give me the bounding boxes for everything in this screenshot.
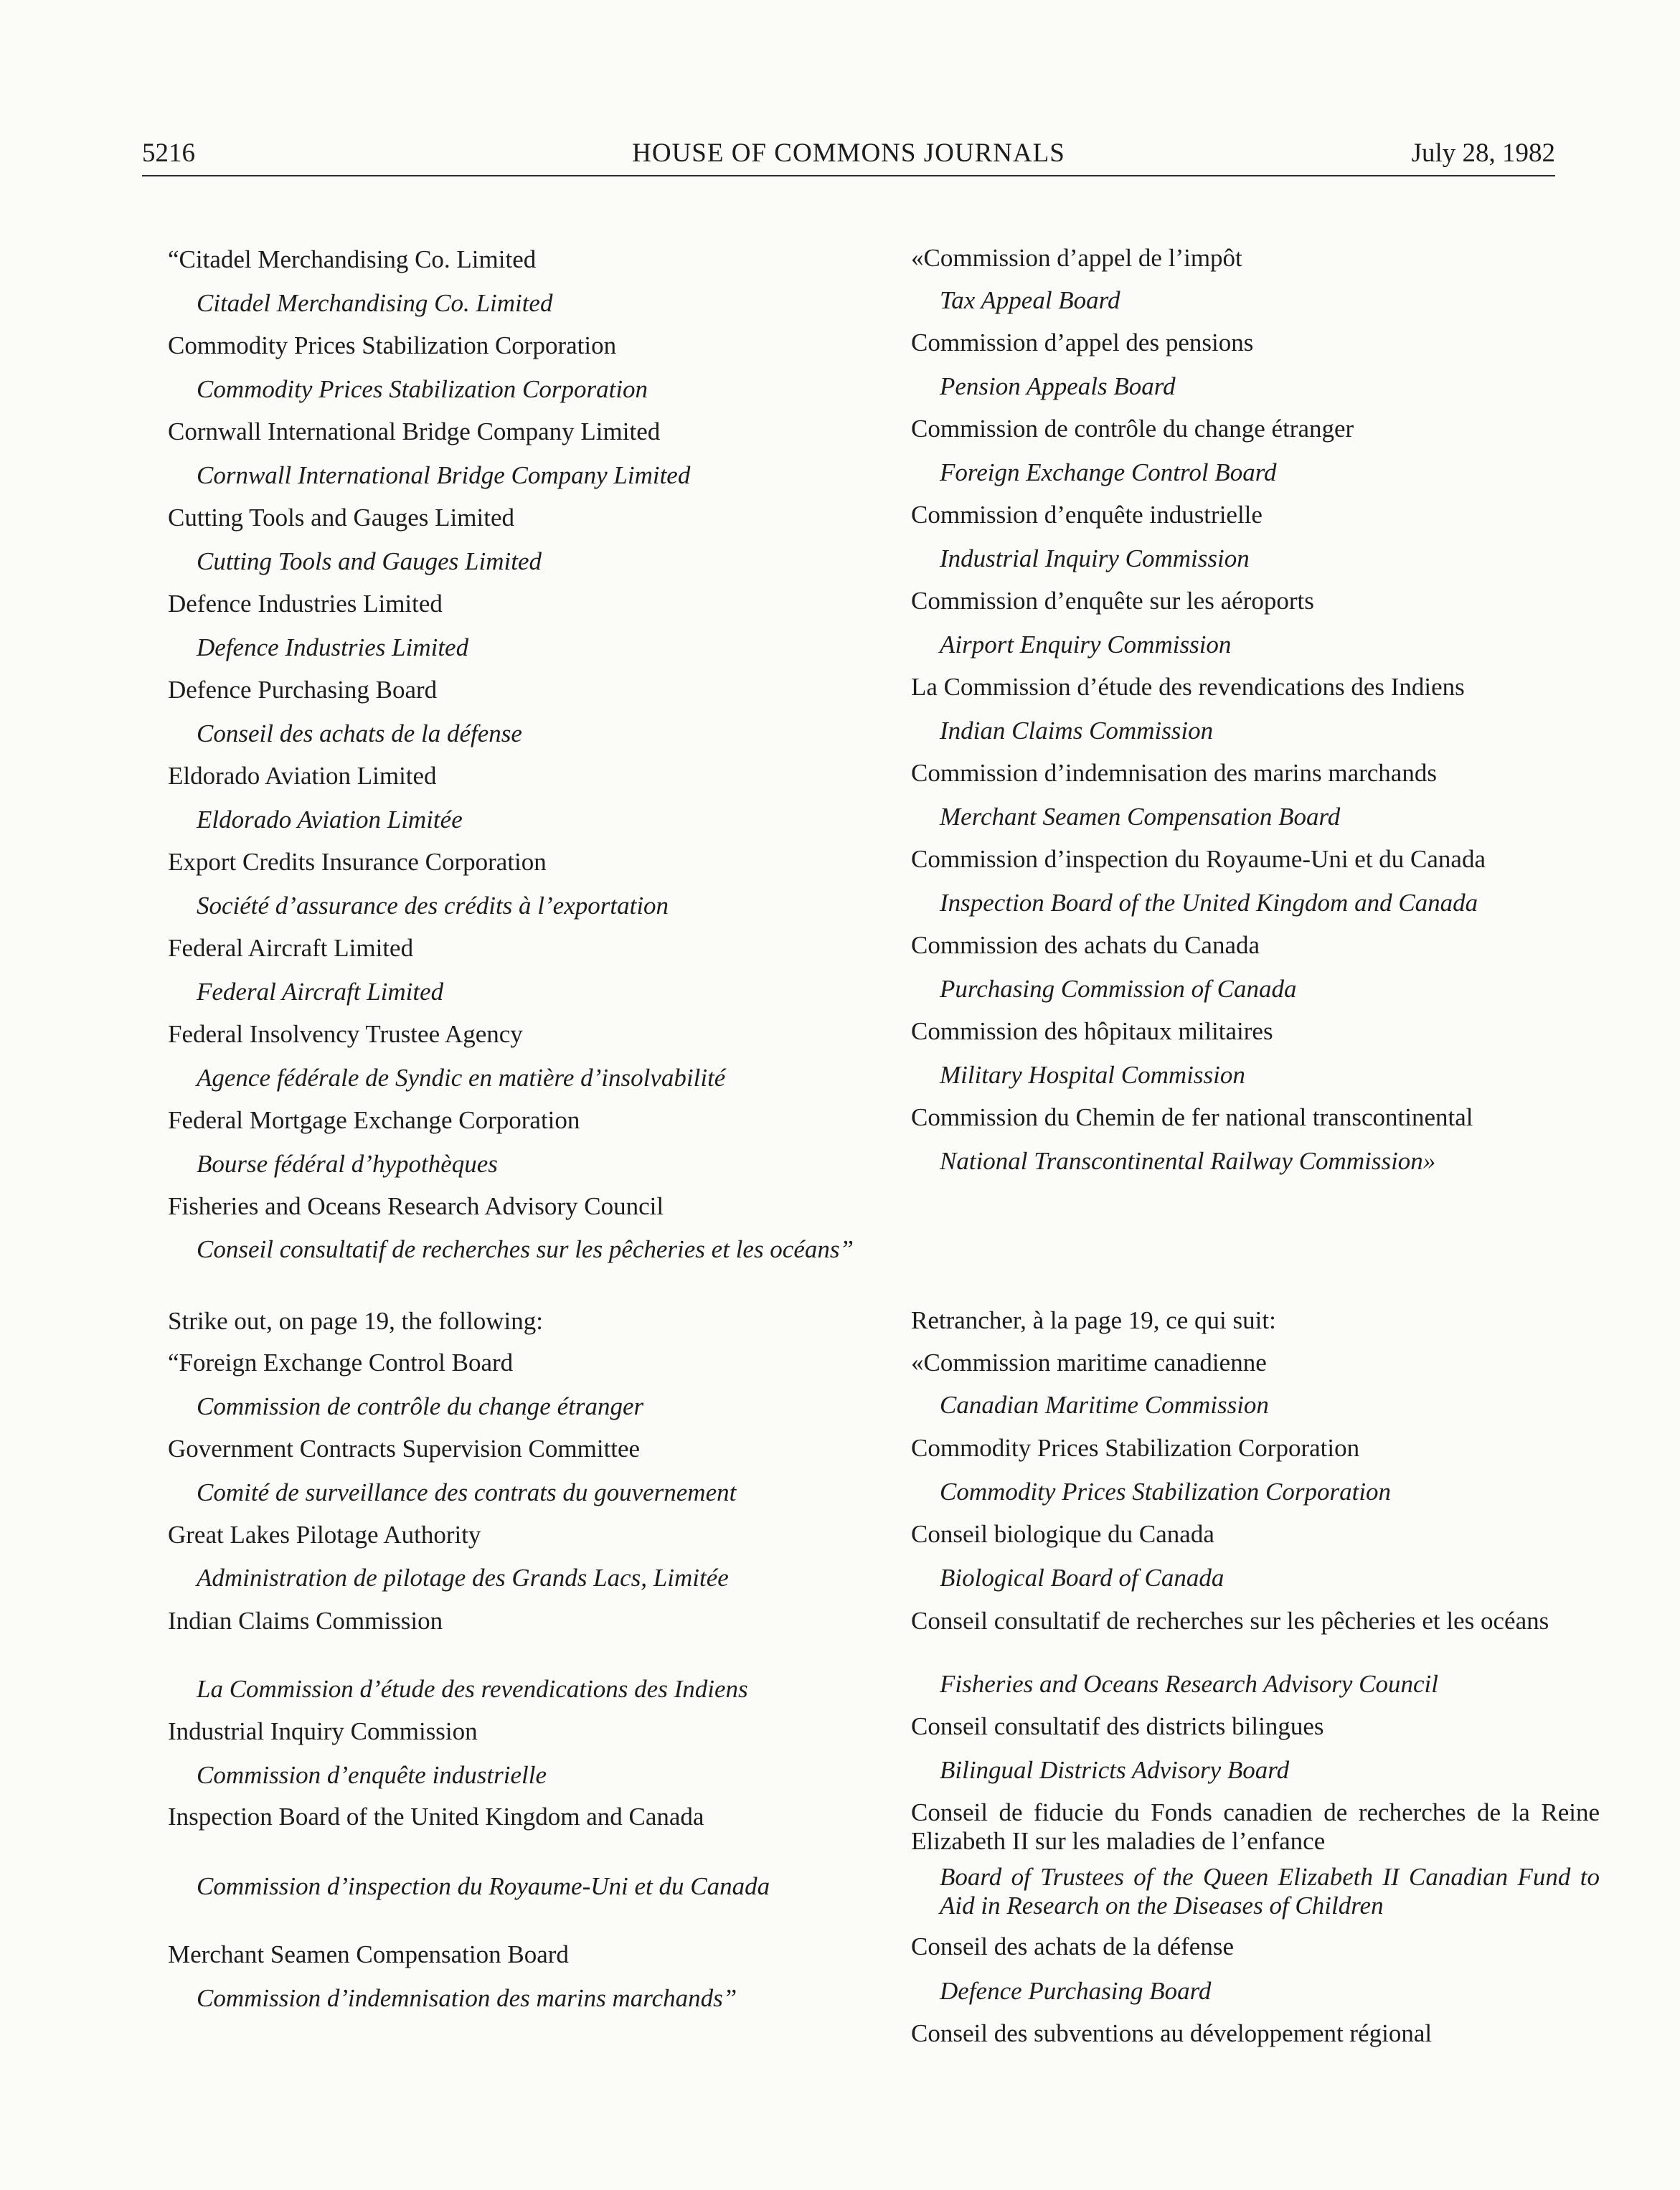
translated-entry: Fisheries and Oceans Research Advisory Council	[940, 1670, 1439, 1698]
translated-entry: Merchant Seamen Compensation Board	[940, 803, 1341, 831]
translated-entry: Biological Board of Canada	[940, 1564, 1224, 1592]
entry-name: Commission des hôpitaux militaires	[911, 1017, 1273, 1045]
translated-entry: Conseil consultatif de recherches sur les pêcheries et les océans”	[197, 1235, 854, 1263]
entry-name: Indian Claims Commission	[168, 1607, 443, 1635]
entry-name: Commission d’appel des pensions	[911, 329, 1254, 357]
entry-name: Commission d’indemnisation des marins marchands	[911, 759, 1437, 787]
translated-entry: Commission d’enquête industrielle	[197, 1761, 547, 1789]
entry-name: Defence Industries Limited	[168, 590, 443, 618]
entry-name: Commission du Chemin de fer national transcontinental	[911, 1103, 1473, 1131]
entry-name: Defence Purchasing Board	[168, 676, 438, 704]
entry-name: Great Lakes Pilotage Authority	[168, 1521, 481, 1549]
translated-entry: Foreign Exchange Control Board	[940, 458, 1277, 486]
translated-entry: Cutting Tools and Gauges Limited	[197, 547, 542, 575]
entry-name: Strike out, on page 19, the following:	[168, 1307, 543, 1335]
translated-entry: Commission d’inspection du Royaume-Uni et du Canada	[197, 1872, 770, 1900]
entry-name: Commodity Prices Stabilization Corporation	[911, 1434, 1360, 1462]
entry-name: La Commission d’étude des revendications des Indiens	[911, 673, 1465, 701]
translated-entry: Airport Enquiry Commission	[940, 631, 1232, 659]
translated-entry: Citadel Merchandising Co. Limited	[197, 289, 553, 317]
entry-name: Commission d’enquête industrielle	[911, 501, 1263, 529]
entry-name: Cutting Tools and Gauges Limited	[168, 504, 514, 532]
entry-name: Federal Insolvency Trustee Agency	[168, 1020, 523, 1048]
journal-date: July 28, 1982	[1411, 138, 1555, 168]
entry-name: Commission d’inspection du Royaume-Uni et du Canada	[911, 845, 1486, 873]
translated-entry: Commodity Prices Stabilization Corporation	[197, 375, 648, 403]
entry-name: “Citadel Merchandising Co. Limited	[168, 245, 537, 273]
translated-entry: Commodity Prices Stabilization Corporation	[940, 1478, 1392, 1506]
entry-name: «Commission maritime canadienne	[911, 1349, 1267, 1377]
entry-name: Retrancher, à la page 19, ce qui suit:	[911, 1306, 1276, 1334]
translated-entry: Comité de surveillance des contrats du gouvernement	[197, 1478, 737, 1506]
entry-name: Cornwall International Bridge Company Limited	[168, 417, 661, 445]
translated-entry: Pension Appeals Board	[940, 372, 1176, 400]
translated-entry: Industrial Inquiry Commission	[940, 544, 1250, 572]
translated-entry: Indian Claims Commission	[940, 717, 1214, 745]
translated-entry: Inspection Board of the United Kingdom and Canada	[940, 889, 1478, 917]
entry-name: Conseil consultatif de recherches sur les pêcheries et les océans	[911, 1607, 1549, 1635]
page-number: 5216	[142, 138, 195, 168]
translated-entry: La Commission d’étude des revendications des Indiens	[197, 1675, 748, 1703]
translated-entry: Eldorado Aviation Limitée	[197, 806, 463, 834]
translated-entry: Cornwall International Bridge Company Limited	[197, 461, 691, 489]
entry-name: Commission de contrôle du change étranger	[911, 415, 1354, 443]
translated-entry: National Transcontinental Railway Commission»	[940, 1147, 1436, 1175]
entry-name: Inspection Board of the United Kingdom and Canada	[168, 1803, 704, 1831]
translated-entry: Tax Appeal Board	[940, 286, 1120, 314]
entry-name: Industrial Inquiry Commission	[168, 1717, 478, 1745]
entry-name: Conseil des subventions au développement régional	[911, 2019, 1433, 2047]
entry-name: Federal Aircraft Limited	[168, 934, 414, 962]
translated-entry: Société d’assurance des crédits à l’exportation	[197, 892, 669, 920]
entry-name: Conseil biologique du Canada	[911, 1520, 1214, 1548]
entry-name: Fisheries and Oceans Research Advisory Council	[168, 1192, 664, 1220]
translated-entry: Defence Industries Limited	[197, 633, 469, 661]
entry-name: Conseil de fiducie du Fonds canadien de recherches de la Reine Elizabeth II sur les maladies de l’enfance	[911, 1798, 1600, 1855]
entry-name: Eldorado Aviation Limited	[168, 762, 437, 790]
translated-entry: Bilingual Districts Advisory Board	[940, 1756, 1290, 1784]
entry-name: Federal Mortgage Exchange Corporation	[168, 1106, 580, 1134]
entry-name: Conseil consultatif des districts bilingues	[911, 1712, 1324, 1740]
translated-entry: Administration de pilotage des Grands Lacs, Limitée	[197, 1564, 729, 1592]
entry-name: Commodity Prices Stabilization Corporation	[168, 331, 617, 359]
translated-entry: Defence Purchasing Board	[940, 1977, 1212, 2005]
journal-title: HOUSE OF COMMONS JOURNALS	[632, 138, 1065, 168]
translated-entry: Canadian Maritime Commission	[940, 1391, 1269, 1419]
translated-entry: Agence fédérale de Syndic en matière d’insolvabilité	[197, 1064, 726, 1092]
translated-entry: Federal Aircraft Limited	[197, 978, 444, 1006]
translated-entry: Commission de contrôle du change étranger	[197, 1392, 644, 1420]
translated-entry: Military Hospital Commission	[940, 1061, 1245, 1089]
translated-entry: Bourse fédéral d’hypothèques	[197, 1150, 498, 1178]
entry-name: «Commission d’appel de l’impôt	[911, 244, 1242, 272]
entry-name: Government Contracts Supervision Committee	[168, 1435, 641, 1463]
translated-entry: Conseil des achats de la défense	[197, 719, 522, 747]
translated-entry: Purchasing Commission of Canada	[940, 975, 1297, 1003]
entry-name: Conseil des achats de la défense	[911, 1932, 1234, 1960]
translated-entry: Commission d’indemnisation des marins marchands”	[197, 1984, 737, 2012]
entry-name: Merchant Seamen Compensation Board	[168, 1940, 569, 1968]
entry-name: “Foreign Exchange Control Board	[168, 1349, 514, 1377]
entry-name: Export Credits Insurance Corporation	[168, 848, 547, 876]
entry-name: Commission d’enquête sur les aéroports	[911, 587, 1314, 615]
page-header	[142, 135, 1555, 176]
translated-entry: Board of Trustees of the Queen Elizabeth II Canadian Fund to Aid in Research on the Diseases of Children	[940, 1863, 1600, 1920]
entry-name: Commission des achats du Canada	[911, 931, 1260, 959]
